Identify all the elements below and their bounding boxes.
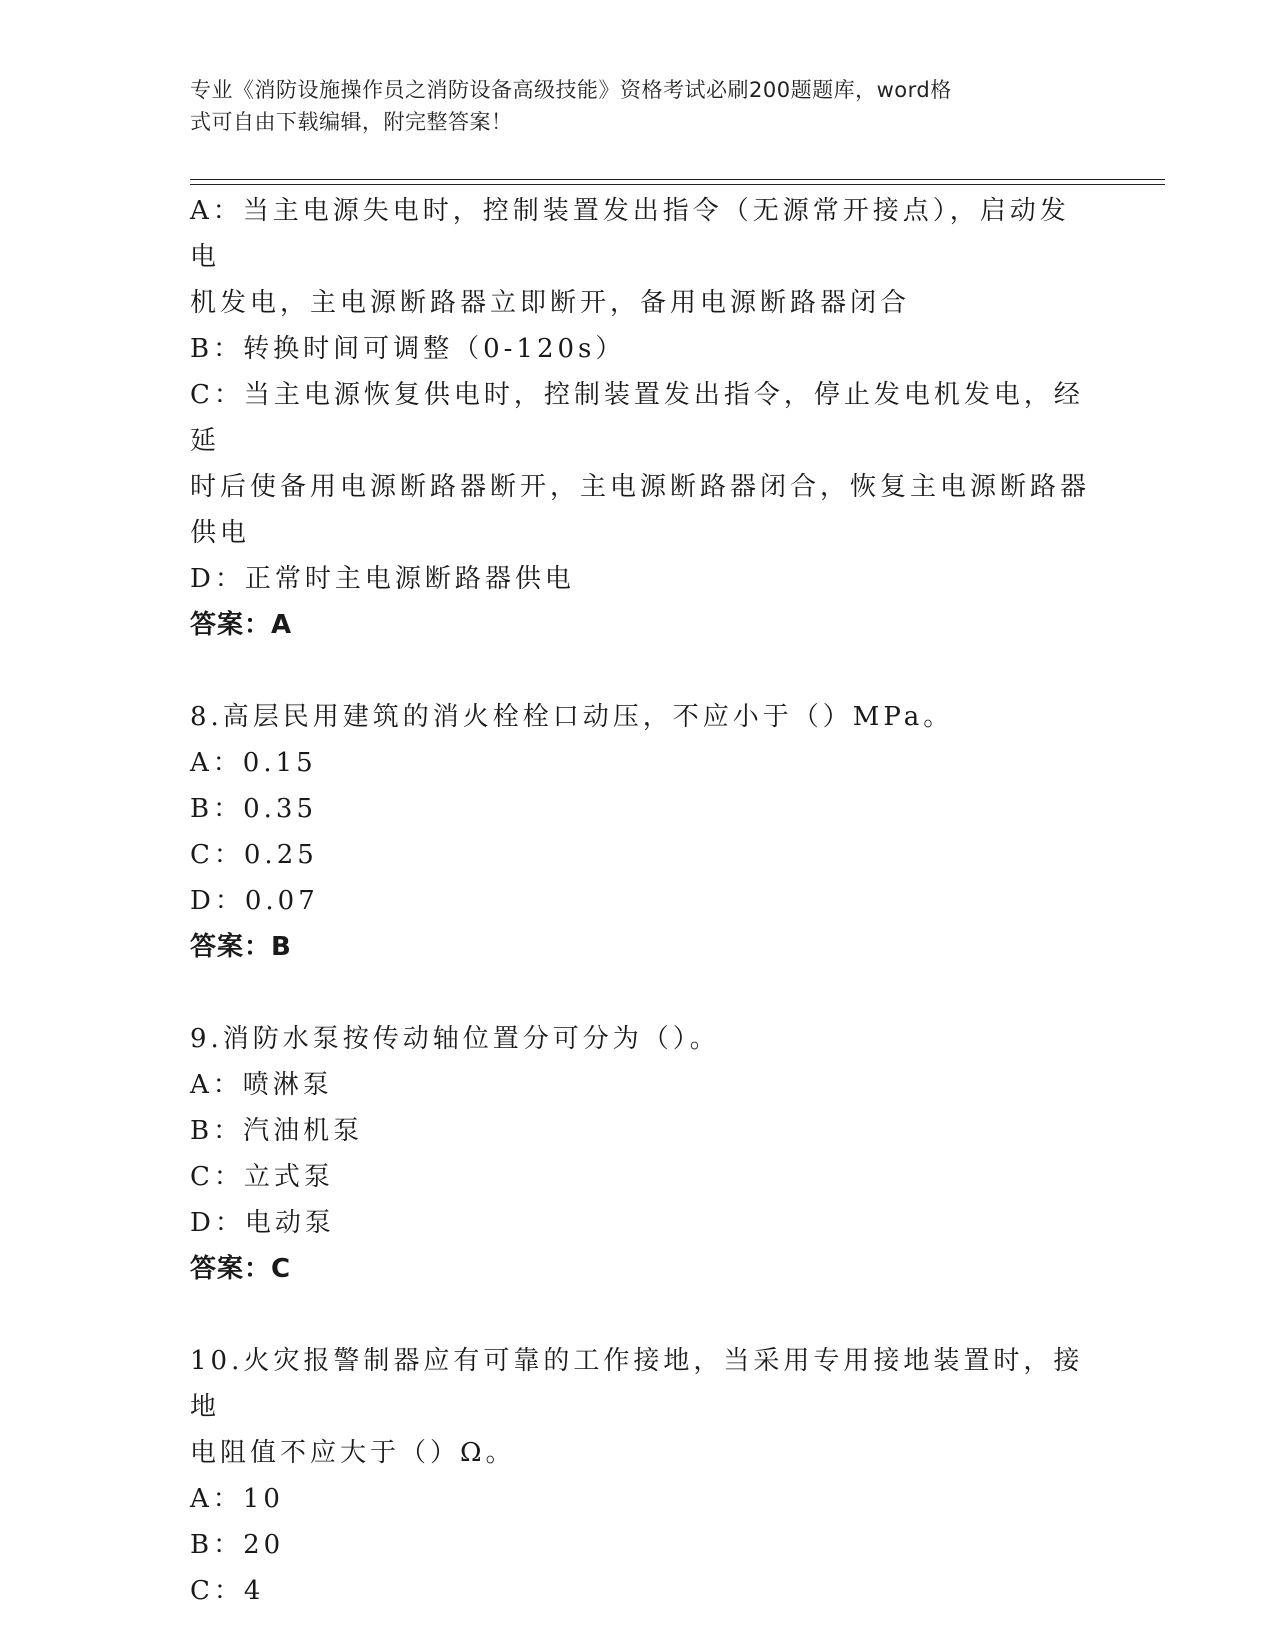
q7-option-c-line-1: C：当主电源恢复供电时，控制装置发出指令，停止发电机发电，经延 [190, 380, 1084, 456]
q9-answer: 答案：C [190, 1254, 292, 1284]
spacer [190, 970, 1090, 1016]
header-title-line-2: 式可自由下载编辑，附完整答案！ [190, 110, 513, 134]
q8-option-c: C：0.25 [190, 840, 318, 870]
q10-option-b: B：20 [190, 1530, 285, 1560]
q7-option-b: B：转换时间可调整（0-120s） [190, 334, 626, 364]
spacer [190, 1292, 1090, 1338]
q7-option-c-line-3: 供电 [190, 518, 251, 548]
q10-option-a: A：10 [190, 1484, 284, 1514]
q8-option-d: D：0.07 [190, 886, 319, 916]
question-7-block [190, 188, 1090, 648]
q7-option-a-line-1: A：当主电源失电时，控制装置发出指令（无源常开接点），启动发电 [190, 196, 1070, 272]
q9-option-a: A：喷淋泵 [190, 1070, 333, 1100]
q8-answer: 答案：B [190, 932, 292, 962]
q7-option-a-line-2: 机发电，主电源断路器立即断开，备用电源断路器闭合 [190, 288, 911, 318]
q9-option-b: B：汽油机泵 [190, 1116, 364, 1146]
q8-option-a: A：0.15 [190, 748, 317, 778]
question-list [190, 188, 1090, 1614]
header-divider-top [190, 179, 1165, 180]
q7-answer: 答案：A [190, 610, 293, 640]
q7-option-d: D：正常时主电源断路器供电 [190, 564, 575, 594]
q8-option-b: B：0.35 [190, 794, 317, 824]
header-title-line-1: 专业《消防设施操作员之消防设备高级技能》资格考试必刷200题题库，word格 [190, 78, 952, 102]
question-8-block [190, 694, 1090, 970]
q9-option-c: C：立式泵 [190, 1162, 334, 1192]
q8-stem: 8.高层民用建筑的消火栓栓口动压，不应小于（）MPa。 [190, 702, 954, 732]
q10-option-c: C：4 [190, 1576, 265, 1606]
q9-stem: 9.消防水泵按传动轴位置分可分为（）。 [190, 1024, 720, 1054]
q10-stem-line-2: 电阻值不应大于（）Ω。 [190, 1438, 516, 1468]
question-10-block [190, 1338, 1090, 1614]
q7-option-c-line-2: 时后使备用电源断路器断开，主电源断路器闭合，恢复主电源断路器 [190, 472, 1091, 502]
document-header [190, 74, 1080, 138]
spacer [190, 648, 1090, 694]
header-divider-bottom [190, 184, 1165, 185]
q9-option-d: D：电动泵 [190, 1208, 335, 1238]
q10-stem-line-1: 10.火灾报警制器应有可靠的工作接地，当采用专用接地装置时，接地 [190, 1346, 1084, 1422]
question-9-block [190, 1016, 1090, 1292]
